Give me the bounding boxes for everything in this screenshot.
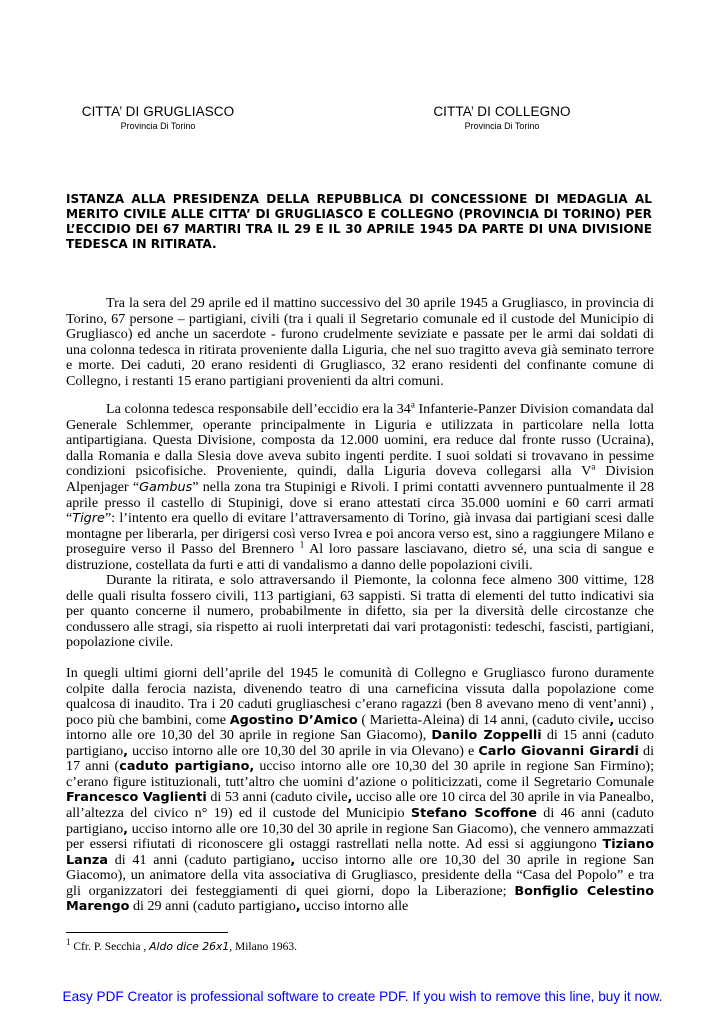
text-run: In quegli ultimi giorni dell’aprile del 1945 le comunità di Collegno e Grugliasco furono duramente colpite dalla ferocia nazista, divenendo teatro di una carneficina vissuta dalla popolazione come qualcosa di inaudito. Tra i 20 caduti grugliaschesi c’erano ragazzi (ben 8 avevano meno di vent’anni) , poco più che bambini, come: [66, 665, 654, 728]
text-run: Division Alpenjager “: [66, 463, 654, 496]
italic-term: Gambus: [139, 480, 193, 496]
footnote-text: , Milano 1963.: [229, 941, 297, 953]
victim-name: Danilo Zoppelli: [431, 728, 542, 744]
city-name-collegno: CITTA’ DI COLLEGNO: [433, 104, 571, 119]
footnote-book-title: Aldo dice 26x1: [149, 940, 230, 953]
superscript: a: [410, 399, 415, 410]
province-label-right: Provincia Di Torino: [464, 121, 540, 131]
text-run: Al loro passare lasciavano, dietro sé, una scia di sangue e distruzione, costellata da furti e atti di vandalismo a danno delle popolazioni civili.: [66, 541, 654, 573]
paragraph-3: Durante la ritirata, e solo attraversando il Piemonte, la colonna fece almeno 300 vittime, 128 delle quali risulta fossero civili, 113 partigiani, 63 sappisti. Si tratta di elementi del tutto indicativi sia per quanto concerne il numero, probabilmente in difetto, sia per la diversità delle circostanze che condussero alle stragi, sia rispetto ai ruoli interpretati dai vari protagonisti: tedeschi, fascisti, partigiani, popolazione civile.: [66, 572, 654, 651]
document-title: ISTANZA ALLA PRESIDENZA DELLA REPUBBLICA DI CONCESSIONE DI MEDAGLIA AL MERITO CIVILE ALLE CITTA’ DI GRUGLIASCO E COLLEGNO (PROVINCIA DI TORINO) PER L’ECCIDIO DEI 67 MARTIRI TRA IL 29 E IL 30 APRILE 1945 DA PARTE DI UNA DIVISIONE TEDESCA IN RITIRATA.: [66, 192, 652, 251]
paragraph-2: [66, 399, 655, 573]
document-body: [66, 296, 654, 915]
footnote-number: 1: [66, 937, 71, 948]
victim-name: Stefano Scoffone: [410, 805, 537, 821]
paragraph-1: Tra la sera del 29 aprile ed il mattino successivo del 30 aprile 1945 a Grugliasco, in provincia di Torino, 67 persone – partigiani, civili (tra i quali il Segretario comunale ed il custode del Municipio di Grugliasco) ed anche un sacerdote - furono crudelmente seviziate e passate per le armi dai soldati di una colonna tedesca in ritirata proveniente dalla Liguria, che nel suo tragitto aveva già seminato terrore e morte. Dei caduti, 20 erano residenti di Grugliasco, 32 erano residenti del confinante comune di Collegno, i restanti 15 erano partigiani provenienti da altri comuni.: [66, 295, 654, 389]
text-run: Infanterie-Panzer Division comandata dal Generale Schlemmer, operante principalmente in Liguria e utilizzata in particolare nella lotta antipartigiana. Questa Divisione, composta da 12.000 uomini, era reduce dal fronte russo (Ucraina), dalla Romania e dalla Slesia dove aveva subito ingenti perdite. I suoi soldati si trovavano in pessime condizioni psicofisiche. Proveniente, quindi, dalla Liguria doveva collegarsi alla V: [66, 401, 654, 480]
text-run: di 41 anni (caduto partigiano: [107, 851, 291, 868]
text-run: ucciso intorno alle: [300, 898, 409, 915]
superscript: a: [591, 461, 596, 472]
victim-name: Bonfiglio Celestino Marengo: [66, 883, 655, 915]
text-run: di 15 anni (caduto partigiano: [66, 727, 654, 759]
text-run: di 29 anni (caduto partigiano: [129, 898, 296, 915]
footnote-reference[interactable]: 1: [299, 539, 305, 550]
text-run: ucciso intorno alle ore 10,30 del 30 aprile in regione San Giacomo), un animatore della vita associativa di Grugliasco, presidente della “Casa del Popolo” e tra gli organizzatori dei festeggiamenti di quei giorni, dopo la Liberazione;: [66, 851, 654, 899]
bold-comma: ,: [123, 821, 129, 837]
victim-name: Agostino D’Amico: [229, 712, 358, 728]
text-run: ucciso intorno alle ore 10,30 del 30 aprile in regione San Firmino); c’erano figure istituzionali, tutt’altro che uomini d’azione o politicizzati, come il Segretario Comunale: [66, 758, 654, 790]
bold-comma: ,: [123, 743, 129, 759]
footnote-divider: [66, 932, 228, 933]
bold-comma: ,: [290, 852, 296, 868]
bold-comma: ,: [347, 790, 353, 806]
paragraph-4: [66, 666, 654, 915]
text-run: La colonna tedesca responsabile dell’eccidio era la 34: [106, 401, 411, 418]
italic-term: Tigre: [72, 511, 105, 527]
bold-comma: ,: [295, 899, 301, 915]
text-run: di 46 anni (caduto partigiano: [66, 804, 654, 837]
footnote: [66, 937, 297, 953]
text-run: ucciso intorno alle ore 10,30 del 30 aprile in regione San Giacomo), che vennero ammazzati per essersi rifiutati di riconoscere gli ostaggi rastrellati nella notte. Ad essi si aggiungono: [66, 820, 654, 853]
header-right: [402, 104, 602, 131]
province-label-left: Provincia Di Torino: [120, 121, 196, 131]
pdf-creator-banner: Easy PDF Creator is professional software to create PDF. If you wish to remove this line, buy it now.: [62, 989, 663, 1004]
text-run: di 17 anni (: [66, 742, 654, 775]
victim-name: Tiziano Lanza: [66, 837, 654, 868]
text-run: ( Marietta-Aleina) di 14 anni, (caduto civile: [357, 711, 610, 728]
header-left: [58, 104, 258, 131]
footnote-text: Cfr. P. Secchia ,: [70, 941, 150, 953]
text-run: ucciso alle ore 10 circa del 30 aprile in via Panealbo, all’altezza del civico n° 19) ed il custode del Municipio: [66, 789, 654, 821]
text-run: di 53 anni (caduto civile: [206, 789, 348, 806]
text-run: ”: l’intento era quello di evitare l’attraversamento di Torino, già invasa dai partigiani scesi dalle montagne per liberarla, per dirigersi così verso Ivrea e poi ancora verso est, sino a raggiungere Milano e proseguire verso il Passo del Brennero: [66, 510, 654, 558]
text-run: ucciso intorno alle ore 10,30 del 30 aprile in regione San Giacomo),: [66, 711, 654, 744]
city-name-grugliasco: CITTA’ DI GRUGLIASCO: [81, 104, 235, 119]
bold-phrase: caduto partigiano,: [119, 759, 255, 775]
victim-name: Francesco Vaglienti: [66, 790, 207, 806]
victim-name: Carlo Giovanni Girardi: [478, 743, 639, 759]
text-run: ” nella zona tra Stupinigi e Rivoli. I primi contatti avvennero puntualmente il 28 aprile presso il castello di Stupinigi, dove si erano attestati circa 35.000 uomini e 60 carri armati “: [66, 479, 655, 527]
text-run: ucciso intorno alle ore 10,30 del 30 aprile in via Olevano) e: [128, 742, 479, 759]
bold-comma: ,: [609, 712, 615, 728]
